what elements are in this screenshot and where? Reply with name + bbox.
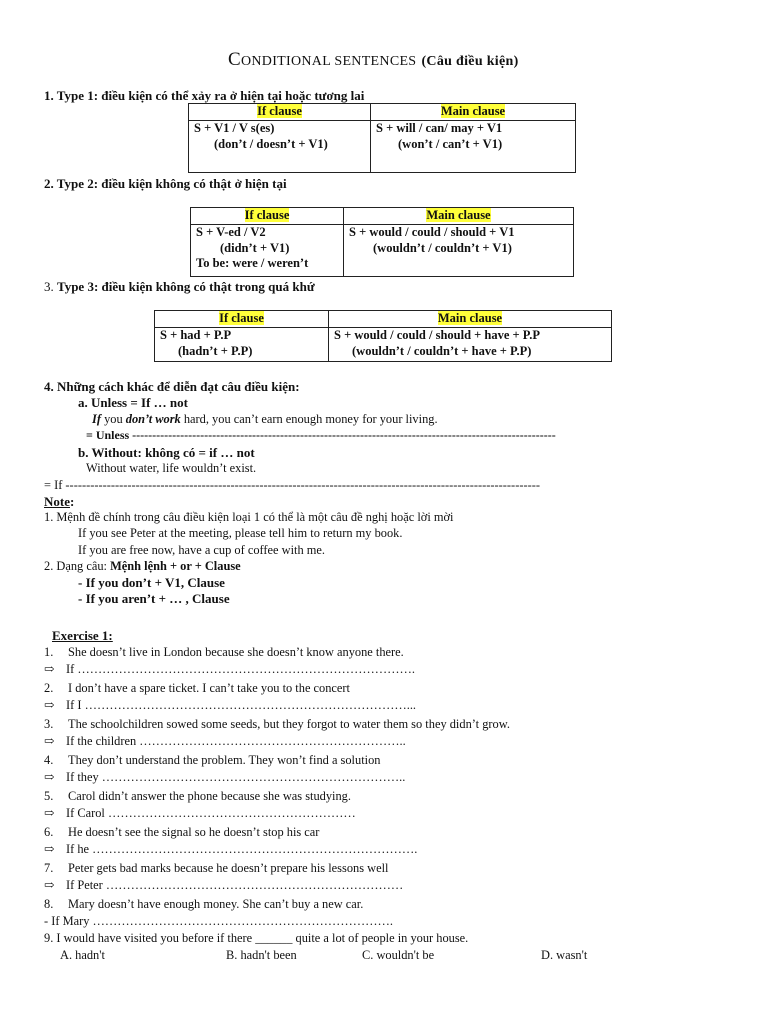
type2-if-formula: S + V-ed / V2 bbox=[196, 225, 266, 239]
type2-if-header: If clause bbox=[244, 208, 290, 222]
type1-main-formula: S + will / can/ may + V1 bbox=[376, 121, 503, 135]
note-1-example-1: If you see Peter at the meeting, please tell him to return my book. bbox=[78, 526, 403, 540]
type3-heading-text: Type 3: điều kiện không có thật trong quá khứ bbox=[57, 279, 315, 294]
type2-main-formula: S + would / could / should + V1 bbox=[349, 225, 515, 239]
exercise-item bbox=[44, 645, 404, 660]
exercise-answer-line[interactable] bbox=[44, 878, 403, 893]
type1-heading: 1. Type 1: điều kiện có thể xảy ra ở hiện tại hoặc tương lai bbox=[44, 88, 365, 103]
type2-if-tobe: To be: were / weren’t bbox=[196, 256, 309, 270]
exercise-item-text: Mary doesn’t have enough money. She can’t buy a new car. bbox=[68, 897, 364, 911]
exercise-answer-text: If I ……………………………………………………………………... bbox=[66, 698, 417, 712]
note-2-pattern: Mệnh lệnh + or + Clause bbox=[110, 559, 241, 573]
unless-example-rest: hard, you can’t earn enough money for your living. bbox=[183, 412, 438, 426]
type1-table bbox=[188, 103, 576, 173]
note-2-line-1: - If you don’t + V1, Clause bbox=[78, 575, 225, 590]
exercise-answer-line[interactable] bbox=[44, 662, 415, 677]
exercise-item bbox=[44, 897, 363, 912]
arrow-icon: ⇨ bbox=[44, 734, 55, 748]
title-text: ONDITIONAL SENTENCES bbox=[240, 54, 417, 69]
arrow-icon: ⇨ bbox=[44, 806, 55, 820]
exercise-answer-line[interactable] bbox=[44, 842, 417, 857]
exercise-item-text: I don’t have a spare ticket. I can’t take you to the concert bbox=[68, 681, 351, 695]
type1-main-header: Main clause bbox=[440, 104, 506, 118]
type3-main-negative: (wouldn’t / couldn’t + have + P.P) bbox=[352, 343, 532, 358]
unless-example-dont-work: don’t work bbox=[125, 412, 181, 426]
exercise-answer-line[interactable] bbox=[44, 734, 406, 749]
type3-if-formula: S + had + P.P bbox=[160, 328, 232, 342]
unless-example-if: If bbox=[92, 412, 101, 426]
note-2-line-2: - If you aren’t + … , Clause bbox=[78, 591, 230, 606]
exercise-item-number: 8. bbox=[44, 897, 54, 911]
arrow-icon: ⇨ bbox=[44, 842, 55, 856]
exercise-item-number: 1. bbox=[44, 645, 54, 659]
type3-heading-number: 3. bbox=[44, 279, 54, 294]
exercise-item-number: 3. bbox=[44, 717, 54, 731]
exercise-answer-line[interactable] bbox=[44, 914, 393, 929]
type2-if-cell bbox=[191, 225, 344, 277]
without-example: Without water, life wouldn’t exist. bbox=[86, 461, 257, 475]
type3-if-cell bbox=[155, 328, 329, 362]
type3-main-cell bbox=[329, 328, 612, 362]
unless-example bbox=[92, 412, 438, 427]
exercise-item-number: 7. bbox=[44, 861, 54, 875]
note-label-text: Note bbox=[44, 494, 70, 509]
unless-label: a. Unless = If … not bbox=[78, 395, 188, 410]
arrow-icon: ⇨ bbox=[44, 698, 55, 712]
exercise-answer-text: If ………………………………………………………………………. bbox=[66, 662, 415, 676]
type1-if-negative: (don’t / doesn’t + V1) bbox=[214, 136, 328, 151]
type1-main-negative: (won’t / can’t + V1) bbox=[398, 136, 503, 151]
exercise-answer-text: If he ……………………………………………………………………. bbox=[66, 842, 418, 856]
page-title bbox=[228, 49, 519, 71]
type3-main-header: Main clause bbox=[437, 311, 503, 325]
type2-main-cell bbox=[344, 225, 574, 277]
q9-option-b[interactable]: B. hadn't been bbox=[226, 948, 297, 962]
type3-if-negative: (hadn’t + P.P) bbox=[178, 343, 253, 358]
exercise-item bbox=[44, 861, 388, 876]
q9-option-a[interactable]: A. hadn't bbox=[60, 948, 105, 962]
exercise-answer-text: If Peter ……………………………………………………………… bbox=[66, 878, 404, 892]
exercise-item-text: Peter gets bad marks because he doesn’t prepare his lessons well bbox=[68, 861, 389, 875]
exercise-answer-line[interactable] bbox=[44, 806, 356, 821]
without-label: b. Without: không có = if … not bbox=[78, 445, 255, 460]
q9-option-d[interactable]: D. wasn't bbox=[541, 948, 588, 962]
exercise-item-text: He doesn’t see the signal so he doesn’t stop his car bbox=[68, 825, 320, 839]
question-9: 9. I would have visited you before if there ______ quite a lot of people in your house. bbox=[44, 931, 469, 945]
exercise-item bbox=[44, 717, 510, 732]
title-subtitle: (Câu điều kiện) bbox=[421, 54, 519, 69]
note-label-colon: : bbox=[70, 494, 75, 509]
note-label bbox=[44, 494, 74, 510]
exercise-answer-text: - If Mary ………………………………………………………………. bbox=[44, 914, 393, 928]
type3-main-formula: S + would / could / should + have + P.P bbox=[334, 328, 541, 342]
without-rewrite-line: = If ------------------------------------------------------------------------------------------------------------------- bbox=[44, 478, 540, 492]
exercise-item bbox=[44, 825, 319, 840]
type2-heading: 2. Type 2: điều kiện không có thật ở hiện tại bbox=[44, 176, 287, 191]
q9-option-c[interactable]: C. wouldn't be bbox=[362, 948, 435, 962]
exercise-item-number: 4. bbox=[44, 753, 54, 767]
arrow-icon: ⇨ bbox=[44, 878, 55, 892]
type2-if-negative: (didn’t + V1) bbox=[220, 240, 290, 255]
type2-main-negative: (wouldn’t / couldn’t + V1) bbox=[373, 240, 512, 255]
type3-table bbox=[154, 310, 612, 362]
exercise-answer-text: If the children ……………………………………………………….. bbox=[66, 734, 406, 748]
exercise-item bbox=[44, 789, 351, 804]
arrow-icon: ⇨ bbox=[44, 662, 55, 676]
note-2-prefix: 2. Dạng câu: bbox=[44, 559, 107, 573]
type1-main-cell bbox=[371, 121, 576, 173]
exercise-item-text: Carol didn’t answer the phone because she was studying. bbox=[68, 789, 351, 803]
exercise-item-number: 5. bbox=[44, 789, 54, 803]
type1-if-header: If clause bbox=[257, 104, 302, 118]
type2-main-header: Main clause bbox=[426, 208, 491, 222]
type2-table bbox=[190, 207, 574, 277]
exercise-item bbox=[44, 681, 350, 696]
note-2 bbox=[44, 559, 241, 574]
exercise-item-text: They don’t understand the problem. They won’t find a solution bbox=[68, 753, 381, 767]
exercise-item-text: She doesn’t live in London because she doesn’t know anyone there. bbox=[68, 645, 404, 659]
unless-rewrite-text: = Unless ---------------------------------------------------------------------------------------------------------- bbox=[86, 428, 556, 442]
exercise-answer-line[interactable] bbox=[44, 698, 416, 713]
exercise-answer-text: If they ……………………………………………………………….. bbox=[66, 770, 406, 784]
type3-heading bbox=[44, 279, 315, 295]
arrow-icon: ⇨ bbox=[44, 770, 55, 784]
unless-rewrite-line bbox=[86, 428, 556, 443]
exercise-title: Exercise 1: bbox=[52, 628, 113, 643]
note-1-example-2: If you are free now, have a cup of coffee with me. bbox=[78, 543, 326, 557]
exercise-item-text: The schoolchildren sowed some seeds, but they forgot to water them so they didn’t grow. bbox=[68, 717, 510, 731]
title-initial: C bbox=[228, 49, 241, 70]
exercise-answer-text: If Carol …………………………………………………… bbox=[66, 806, 356, 820]
note-1: 1. Mệnh đề chính trong câu điều kiện loại 1 có thể là một câu đề nghị hoặc lời mời bbox=[44, 510, 454, 524]
type3-if-header: If clause bbox=[219, 311, 264, 325]
unless-example-you: you bbox=[104, 412, 123, 426]
exercise-answer-line[interactable] bbox=[44, 770, 405, 785]
other-ways-heading: 4. Những cách khác để diễn đạt câu điều kiện: bbox=[44, 379, 300, 394]
exercise-item-number: 6. bbox=[44, 825, 54, 839]
exercise-item-number: 2. bbox=[44, 681, 54, 695]
exercise-item bbox=[44, 753, 380, 768]
type1-if-cell bbox=[189, 121, 371, 173]
type1-if-formula: S + V1 / V s(es) bbox=[194, 121, 275, 135]
